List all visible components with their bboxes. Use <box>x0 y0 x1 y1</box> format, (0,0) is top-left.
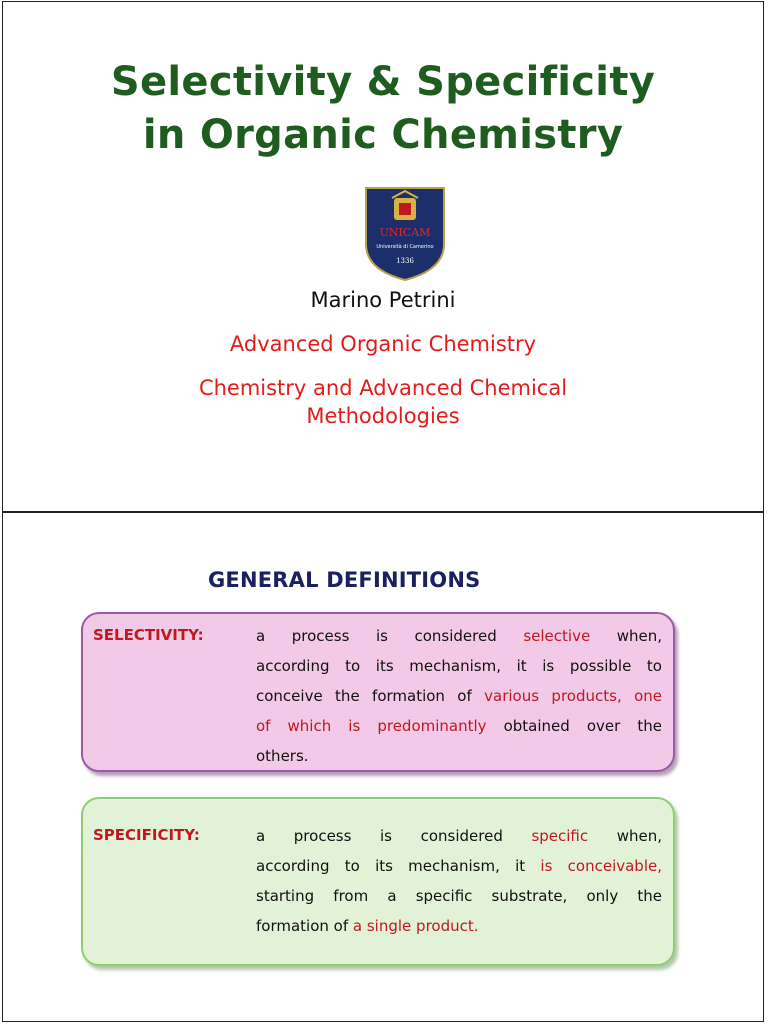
selectivity-definition <box>256 621 662 771</box>
definition-line: a process is considered specific when, <box>256 827 663 845</box>
logo-subtitle: Università di Camerino <box>376 244 434 250</box>
title-line-1: Selectivity & Specificity <box>110 59 656 105</box>
specificity-definition <box>256 821 662 941</box>
definition-line: formation of a single product. <box>256 917 479 935</box>
selectivity-term: SELECTIVITY: <box>93 626 204 644</box>
title-line-2: in Organic Chemistry <box>142 112 624 158</box>
specificity-term: SPECIFICITY: <box>93 826 200 844</box>
author-name: Marino Petrini <box>310 288 456 312</box>
definition-line: a process is considered selective when, <box>256 627 663 645</box>
definition-line: starting from a specific substrate, only the <box>256 887 662 905</box>
course-name: Advanced Organic Chemistry <box>229 332 537 356</box>
program-line-2: Methodologies <box>306 404 460 428</box>
definition-line: according to its mechanism, it is possible to <box>256 657 662 675</box>
specificity-box <box>81 797 675 966</box>
definition-line: according to its mechanism, it is conceivable, <box>256 857 662 875</box>
university-logo <box>364 186 446 282</box>
selectivity-box <box>81 612 675 772</box>
logo-year: 1336 <box>396 257 414 265</box>
logo-wordmark: UNICAM <box>379 226 431 239</box>
definition-line: others. <box>256 747 309 765</box>
definitions-slide <box>2 512 764 1022</box>
slide-title <box>3 56 763 162</box>
definition-line: of which is predominantly obtained over the <box>256 717 662 735</box>
title-slide <box>2 1 764 512</box>
definition-line: conceive the formation of various products, one <box>256 687 662 705</box>
program-name <box>3 374 763 430</box>
slide-heading: GENERAL DEFINITIONS <box>208 568 481 592</box>
program-line-1: Chemistry and Advanced Chemical <box>198 376 568 400</box>
